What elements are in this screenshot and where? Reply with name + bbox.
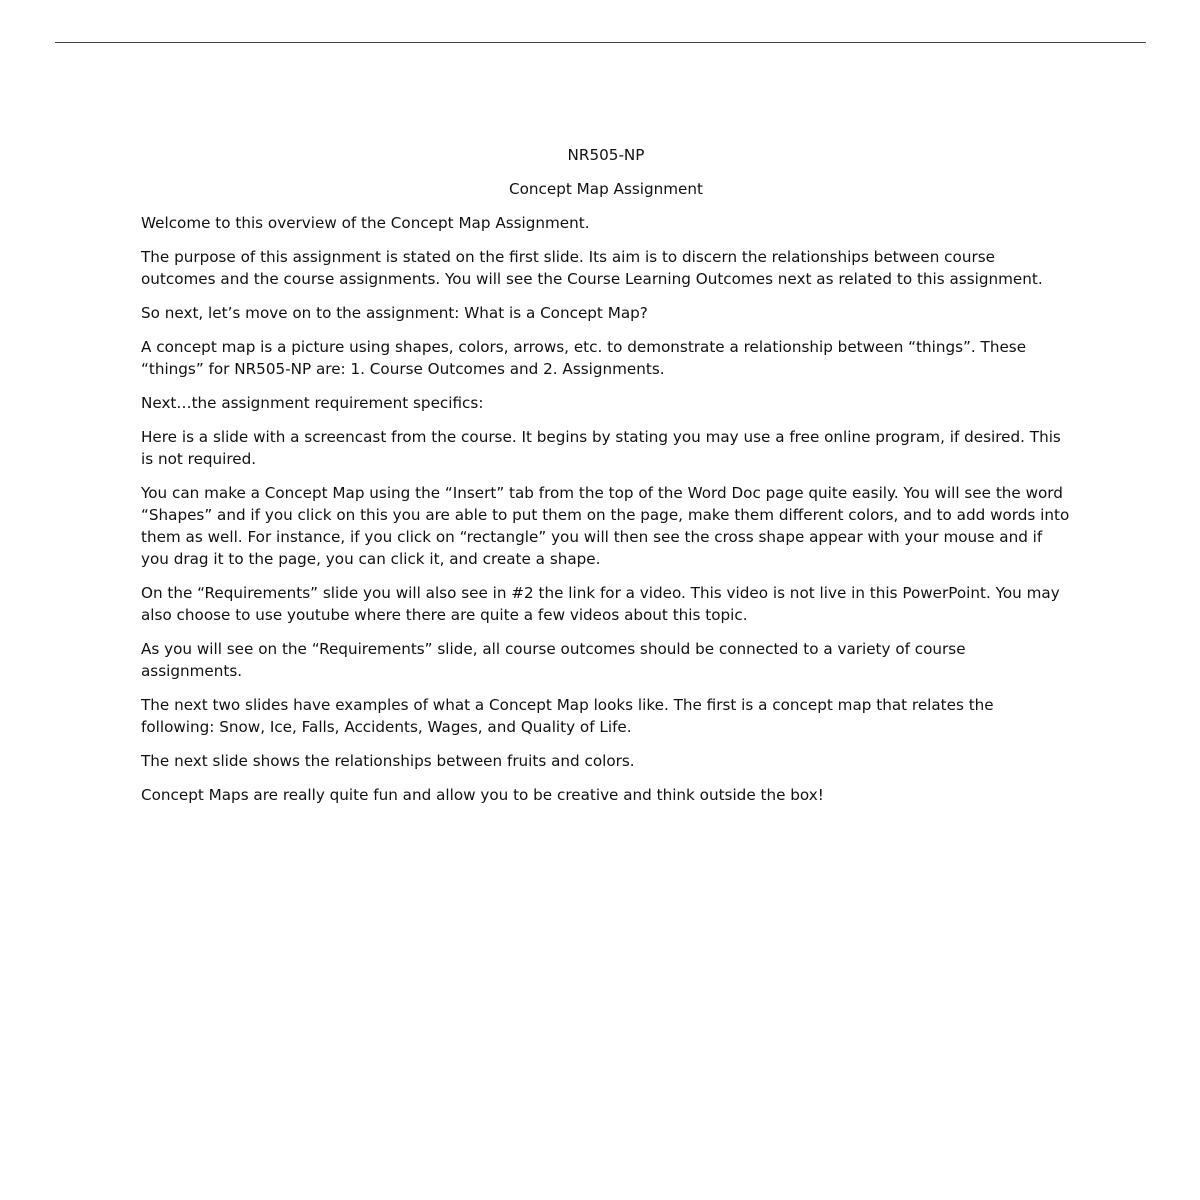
- paragraph: On the “Requirements” slide you will also see in #2 the link for a video. This video is not live in this PowerPoint. You may also choose to use youtube where there are quite a few videos about this topic.: [141, 584, 1060, 624]
- paragraph: The next two slides have examples of what a Concept Map looks like. The first is a concept map that relates the following: Snow, Ice, Falls, Accidents, Wages, and Quality of Life.: [141, 696, 994, 736]
- paragraph: The next slide shows the relationships between fruits and colors.: [141, 752, 635, 770]
- paragraph: You can make a Concept Map using the “Insert” tab from the top of the Word Doc page quite easily. You will see the word “Shapes” and if you click on this you are able to put them on the page, make them different colors, and to add words into them as well. For instance, if you click on “rectangle” you will then see the cross shape appear with your mouse and if you drag it to the page, you can click it, and create a shape.: [141, 484, 1070, 568]
- paragraph: As you will see on the “Requirements” slide, all course outcomes should be connected to a variety of course assignments.: [141, 640, 966, 680]
- paragraph: Concept Maps are really quite fun and allow you to be creative and think outside the box!: [141, 786, 824, 804]
- paragraph: Welcome to this overview of the Concept Map Assignment.: [141, 214, 590, 232]
- paragraph: The purpose of this assignment is stated on the first slide. Its aim is to discern the relationships between course outcomes and the course assignments. You will see the Course Learning Outcomes next as related to this assignment.: [141, 248, 1043, 288]
- paragraph-list: [141, 212, 1071, 806]
- document-body: [141, 144, 1071, 818]
- course-code: NR505-NP: [567, 146, 645, 164]
- paragraph: So next, let’s move on to the assignment: What is a Concept Map?: [141, 304, 648, 322]
- paragraph: Here is a slide with a screencast from the course. It begins by stating you may use a free online program, if desired. This is not required.: [141, 428, 1061, 468]
- document-title: Concept Map Assignment: [509, 180, 703, 198]
- paragraph: A concept map is a picture using shapes, colors, arrows, etc. to demonstrate a relationship between “things”. These “things” for NR505-NP are: 1. Course Outcomes and 2. Assignments.: [141, 338, 1027, 378]
- paragraph: Next…the assignment requirement specifics:: [141, 394, 484, 412]
- header-rule: [55, 42, 1146, 43]
